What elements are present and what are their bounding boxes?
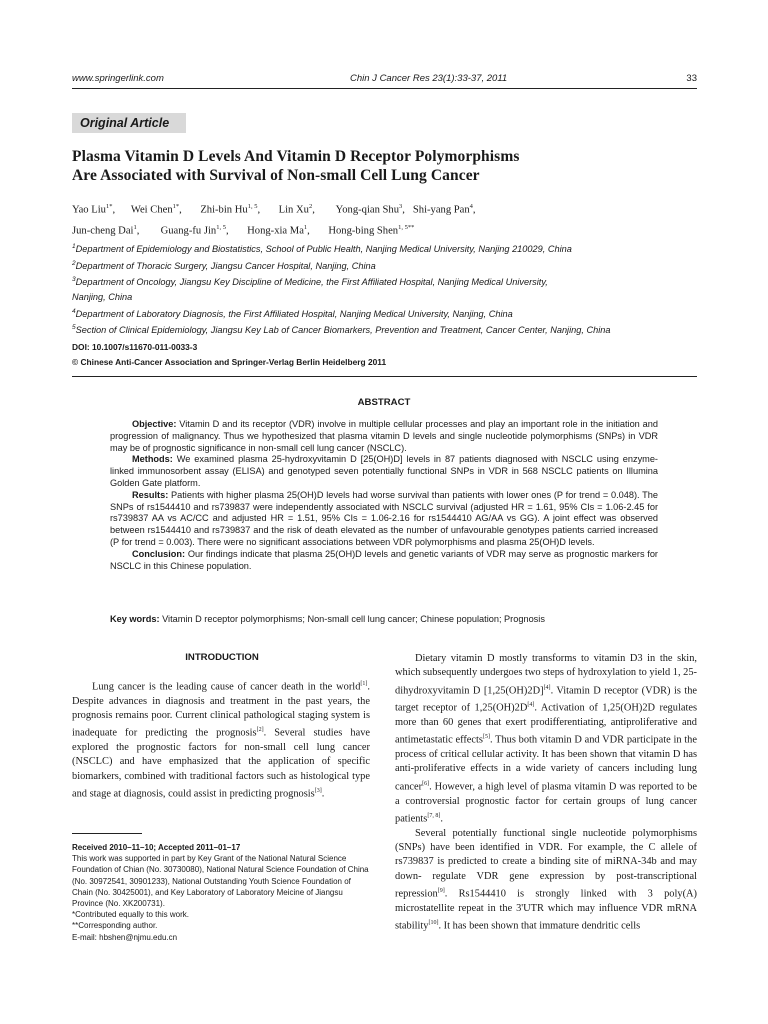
author-name: Hong-bing Shen <box>328 225 399 237</box>
author-name: Hong-xia Ma <box>247 225 304 237</box>
intro-paragraph: Lung cancer is the leading cause of cancer death in the world[1]. Despite advances in diagnosis and treatment in the past years, the prognosis remains poor. Current clinical pathological staging system is inadequate for predicting the prognosis[2]. Several studies have explored the prognostic factors for non-small cell lung cancer (NSCLC) and have emphasized that the application of specific biomarkers, combined with traditional factors such as histological type and stage at diagnosis, could assist in predicting prognosis[3]. <box>72 681 370 800</box>
abstract-body <box>110 419 658 572</box>
citation[interactable]: [2] <box>256 727 264 734</box>
abstract-methods: Methods: We examined plasma 25-hydroxyvitamin D [25(OH)D] levels in 87 patients diagnosed with NSCLC using enzyme-linked immunosorbent assay (ELISA) and genotyped seven potentially functional SNPs in VDR in 568 NSCLC patients on Illumina Golden Gate platform. <box>110 454 658 488</box>
citation[interactable]: [9] <box>437 887 445 894</box>
author-sup: 1, 5 <box>247 203 258 210</box>
site-url[interactable]: www.springerlink.com <box>72 73 164 84</box>
authors-line-2: Jun-cheng Dai$^1$, Guang-fu Jin$^{1, 5}$, Hong-xia Ma$^1$, Hong-bing Shen$^{1, 5**}$ <box>72 223 415 237</box>
citation[interactable]: [10] <box>428 919 439 926</box>
affiliation: $^2$Department of Thoracic Surgery, Jiangsu Cancer Hospital, Nanjing, China <box>72 259 376 271</box>
author-name: Jun-cheng Dai <box>72 225 134 237</box>
author-sup: 1* <box>105 203 113 210</box>
footnotes <box>72 842 372 943</box>
author-sup: 1, 5 <box>216 223 226 231</box>
citation[interactable]: [1] <box>360 681 368 687</box>
article-type-badge: Original Article <box>72 113 186 133</box>
affiliation: $^1$Department of Epidemiology and Biostatistics, School of Public Health, Nanjing Medical University, Nanjing 210029, China <box>72 243 572 255</box>
abstract-rule <box>72 376 697 377</box>
citation[interactable]: [6] <box>422 780 430 787</box>
funding-note: This work was supported in part by Key Grant of the National Natural Science Foundation of Chian (No. 30730080), National Natural Science Foundation of China (No. 30972541, 30901233), National Outstanding Youth Science Foundation of Chain (No. 30425001), and Key Laboratory of Laboratory Meicine of Jiangsu Province (No. XK200731). <box>72 854 369 909</box>
doi-block <box>72 340 386 370</box>
page-number: 33 <box>686 73 697 84</box>
header-rule <box>72 88 697 89</box>
author-sup: 2 <box>308 203 313 210</box>
author-sup: 1 <box>303 223 308 231</box>
abstract-heading: ABSTRACT <box>357 397 411 408</box>
introduction-heading: INTRODUCTION <box>185 652 259 663</box>
received-accepted-dates: Received 2010–11–10; Accepted 2011–01–17 <box>72 843 241 852</box>
author-name: Yao Liu <box>72 204 106 216</box>
affiliation: $^4$Department of Laboratory Diagnosis, the First Affiliated Hospital, Nanjing Medical University, Nanjing, China <box>72 307 513 319</box>
abstract-results: Results: Patients with higher plasma 25(OH)D levels had worse survival than patients with lower ones (P for trend = 0.048). The SNPs of rs1544410 and rs739837 were independently associated with NSCLC survival (adjusted HR = 1.61, 95% CIs = 1.06-2.45 for rs739837 AA vs AC/CC and adjusted HR = 1.51, 95% CIs = 1.06-2.16 for rs1544410 AG/AA vs GG). A joint effect was observed between rs1544410 and rs739837 and the risk of death elevated as the number of unfavourable genotypes patients carried increased (P for trend = 0.003). There were no significant associations between VDR polymorphisms and plasma 25(OH)D levels. <box>110 489 658 547</box>
citation[interactable]: [4] <box>543 684 551 691</box>
author-name: Zhi-bin Hu <box>200 204 248 216</box>
author-sup: 1, 5** <box>398 223 415 231</box>
doi-link[interactable]: DOI: 10.1007/s11670-011-0033-3 <box>72 342 198 352</box>
author-name: Yong-qian Shu <box>335 204 400 216</box>
abstract-objective: Objective: Vitamin D and its receptor (VDR) involve in multiple cellular processes and play an important role in the initiation and progression of malignancy. Thus we hypothesized that plasma vitamin D levels and single nucleotide polymorphisms (SNPs) in VDR may be of prognostic significance in non-small cell lung cancer (NSCLC). <box>110 419 658 453</box>
journal-citation: Chin J Cancer Res 23(1):33-37, 2011 <box>350 73 508 84</box>
title-line-2: Are Associated with Survival of Non-small Cell Lung Cancer <box>72 167 480 184</box>
abstract-conclusion: Conclusion: Our findings indicate that plasma 25(OH)D levels and genetic variants of VDR may serve as prognostic markers for NSCLC in this Chinese population. <box>110 548 658 571</box>
author-sup: 1 <box>133 223 137 231</box>
author-name: Shi-yang Pan <box>412 204 470 216</box>
affiliation: Nanjing, China <box>72 291 133 302</box>
affiliation: $^3$Department of Oncology, Jiangsu Key Discipline of Medicine, the First Affiliated Hospital, Nanjing Medical University, <box>72 276 548 288</box>
citation[interactable]: [5] <box>482 734 490 741</box>
introduction-body <box>72 677 370 802</box>
citation[interactable]: [4] <box>527 702 535 709</box>
right-column-body <box>395 652 697 934</box>
body-paragraph: Dietary vitamin D mostly transforms to vitamin D3 in the skin, which subsequently undergoes two steps of hydroxylation to yield 1, 25-dihydroxyvitamin D [1,25(OH)2D][4]. Vitamin D receptor (VDR) is the target receptor of 1,25(OH)2D[4]. Activation of 1,25(OH)2D regulates more than 60 genes that exert prodifferentiating, antiproliferative and antimetastatic effects[5]. Thus both vitamin D and VDR participate in the process of critical cellular activity. It has been shown that vitamin D has anti-proliferative effects in a wide variety of cancers including lung cancer[6]. However, a high level of plasma vitamin D was reported to be a controversial prognostic factor for certain groups of lung cancer patients[7, 8]. <box>395 653 697 825</box>
copyright: © Chinese Anti-Cancer Association and Springer-Verlag Berlin Heidelberg 2011 <box>72 357 387 367</box>
equal-contribution-note: *Contributed equally to this work. <box>72 910 189 920</box>
corresponding-email[interactable]: E-mail: hbshen@njmu.edu.cn <box>72 932 178 942</box>
body-paragraph: Several potentially functional single nucleotide polymorphisms (SNPs) have been identified in VDR. For example, the C allele of rs739837 is predicted to create a binding site of miRNA-34b and may down- regulate VDR gene expression by post-transcriptional repression[9]. Rs1544410 is strongly linked with 3 poly(A) microstatellite repeat in the 3'UTR which may influence VDR mRNA stability[10]. It has been shown that immature dendritic cells <box>395 827 697 932</box>
citation[interactable]: [7, 8] <box>427 812 441 819</box>
authors-line-1: Yao Liu$^{1*}$, Wei Chen$^{1*}$, Zhi-bin Hu$^{1, 5}$, Lin Xu$^2$, Yong-qian Shu$^3$, Shi-yang Pan$^4$, <box>72 203 476 216</box>
keywords-label: Key words: <box>110 614 160 624</box>
author-list <box>72 198 692 239</box>
author-sup: 3 <box>399 203 403 210</box>
author-name: Lin Xu <box>278 204 309 216</box>
corresponding-author-note: **Corresponding author. <box>72 921 158 931</box>
article-title <box>72 147 692 185</box>
author-name: Wei Chen <box>130 204 173 216</box>
title-line-1: Plasma Vitamin D Levels And Vitamin D Receptor Polymorphisms <box>72 148 520 165</box>
author-sup: 4 <box>469 203 473 210</box>
citation[interactable]: [3] <box>314 788 322 795</box>
author-sup: 1* <box>172 203 180 210</box>
keywords-text: Vitamin D receptor polymorphisms; Non-small cell lung cancer; Chinese population; Prognosis <box>162 614 545 624</box>
affiliation: $^5$Section of Clinical Epidemiology, Jiangsu Key Lab of Cancer Biomarkers, Prevention and Treatment, Cancer Center, Nanjing, China <box>72 324 611 336</box>
affiliations <box>72 240 692 338</box>
keywords <box>110 614 670 624</box>
author-name: Guang-fu Jin <box>160 225 217 237</box>
footnote-rule <box>72 833 142 834</box>
